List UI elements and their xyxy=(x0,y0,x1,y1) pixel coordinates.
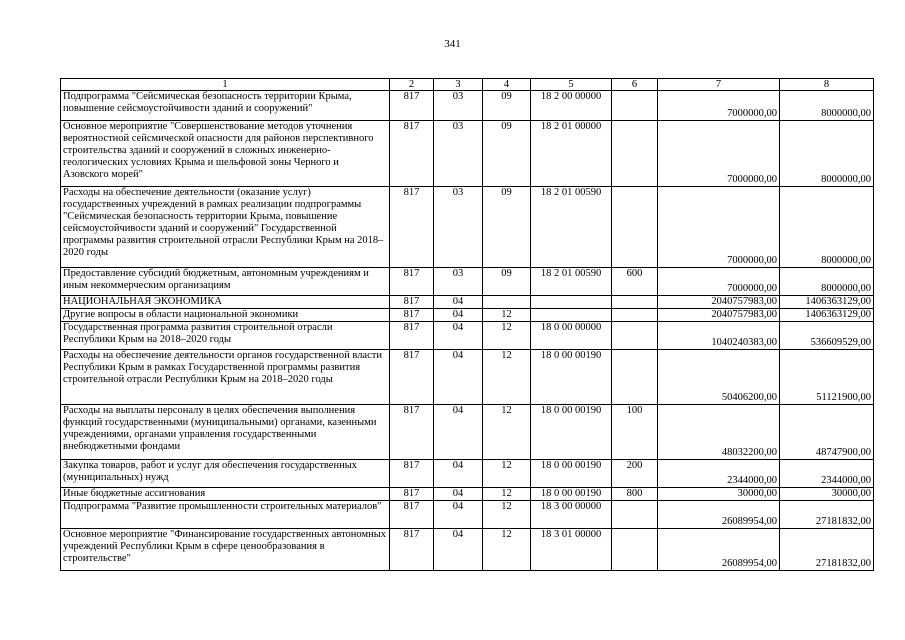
cell-ministry: 817 xyxy=(390,296,434,309)
header-cell: 4 xyxy=(483,79,531,91)
cell-expense-type xyxy=(612,91,658,121)
cell-section: 04 xyxy=(434,501,483,529)
cell-section: 04 xyxy=(434,296,483,309)
cell-target: 18 0 00 00190 xyxy=(531,405,612,460)
cell-subsection: 12 xyxy=(483,350,531,405)
cell-section: 03 xyxy=(434,121,483,187)
cell-section: 04 xyxy=(434,350,483,405)
table-row xyxy=(61,460,874,488)
cell-amount-7: 1040240383,00 xyxy=(658,322,780,350)
table-row xyxy=(61,187,874,268)
header-cell: 3 xyxy=(434,79,483,91)
header-cell: 2 xyxy=(390,79,434,91)
cell-expense-type: 100 xyxy=(612,405,658,460)
cell-target: 18 3 01 00000 xyxy=(531,529,612,571)
row-name: Государственная программа развития строительной отрасли Республики Крым на 2018–2020 годы xyxy=(61,322,390,350)
row-name: Иные бюджетные ассигнования xyxy=(61,488,390,501)
cell-amount-7: 30000,00 xyxy=(658,488,780,501)
cell-section: 04 xyxy=(434,460,483,488)
table-row xyxy=(61,405,874,460)
cell-section: 04 xyxy=(434,488,483,501)
page-number: 341 xyxy=(444,38,461,50)
cell-ministry: 817 xyxy=(390,121,434,187)
cell-amount-8: 48747900,00 xyxy=(780,405,874,460)
cell-ministry: 817 xyxy=(390,488,434,501)
cell-subsection: 12 xyxy=(483,529,531,571)
table-row xyxy=(61,268,874,296)
cell-subsection xyxy=(483,296,531,309)
cell-expense-type: 200 xyxy=(612,460,658,488)
cell-amount-7: 2040757983,00 xyxy=(658,309,780,322)
cell-section: 04 xyxy=(434,309,483,322)
cell-subsection: 09 xyxy=(483,91,531,121)
table-row xyxy=(61,296,874,309)
cell-expense-type xyxy=(612,501,658,529)
cell-amount-8: 8000000,00 xyxy=(780,187,874,268)
cell-subsection: 12 xyxy=(483,488,531,501)
table-row xyxy=(61,309,874,322)
cell-expense-type xyxy=(612,187,658,268)
cell-expense-type xyxy=(612,529,658,571)
cell-amount-8: 30000,00 xyxy=(780,488,874,501)
cell-amount-7: 26089954,00 xyxy=(658,529,780,571)
row-name: Подпрограмма "Сейсмическая безопасность территории Крыма, повышение сейсмоустойчивости зданий и сооружений" xyxy=(61,91,390,121)
cell-target: 18 2 00 00000 xyxy=(531,91,612,121)
header-cell: 7 xyxy=(658,79,780,91)
cell-ministry: 817 xyxy=(390,529,434,571)
cell-amount-8: 27181832,00 xyxy=(780,529,874,571)
cell-target: 18 0 00 00190 xyxy=(531,460,612,488)
cell-target: 18 2 01 00590 xyxy=(531,268,612,296)
cell-ministry: 817 xyxy=(390,350,434,405)
cell-amount-8: 1406363129,00 xyxy=(780,309,874,322)
header-row xyxy=(61,79,874,91)
header-cell: 1 xyxy=(61,79,390,91)
budget-table xyxy=(60,78,874,571)
cell-subsection: 09 xyxy=(483,187,531,268)
cell-amount-8: 8000000,00 xyxy=(780,268,874,296)
header-cell: 8 xyxy=(780,79,874,91)
cell-expense-type xyxy=(612,309,658,322)
row-name: Другие вопросы в области национальной экономики xyxy=(61,309,390,322)
cell-ministry: 817 xyxy=(390,322,434,350)
cell-target: 18 0 00 00000 xyxy=(531,322,612,350)
cell-subsection: 12 xyxy=(483,322,531,350)
cell-expense-type xyxy=(612,350,658,405)
row-name: Расходы на выплаты персоналу в целях обеспечения выполнения функций государственными (муниципальными) органами, казенными учреждениями, органами управления государственными внебюджетными фондами xyxy=(61,405,390,460)
cell-amount-7: 48032200,00 xyxy=(658,405,780,460)
cell-expense-type xyxy=(612,322,658,350)
table-row xyxy=(61,121,874,187)
cell-section: 03 xyxy=(434,91,483,121)
row-name: Основное мероприятие "Совершенствование методов уточнения вероятностной сейсмической опасности для районов перспективного строительства зданий и сооружений в сложных инженерно-геологических условиях Крыма и шельфовой зоны Черного и Азовского морей" xyxy=(61,121,390,187)
cell-target: 18 3 00 00000 xyxy=(531,501,612,529)
cell-ministry: 817 xyxy=(390,309,434,322)
cell-target: 18 0 00 00190 xyxy=(531,350,612,405)
cell-amount-8: 8000000,00 xyxy=(780,121,874,187)
cell-expense-type xyxy=(612,296,658,309)
cell-ministry: 817 xyxy=(390,187,434,268)
cell-section: 03 xyxy=(434,187,483,268)
cell-target: 18 2 01 00590 xyxy=(531,187,612,268)
cell-amount-7: 2344000,00 xyxy=(658,460,780,488)
cell-ministry: 817 xyxy=(390,268,434,296)
row-name: Предоставление субсидий бюджетным, автономным учреждениям и иным некоммерческим организациям xyxy=(61,268,390,296)
table-row xyxy=(61,91,874,121)
table-row xyxy=(61,501,874,529)
cell-subsection: 09 xyxy=(483,121,531,187)
cell-amount-7: 26089954,00 xyxy=(658,501,780,529)
table-row xyxy=(61,488,874,501)
table-row xyxy=(61,350,874,405)
cell-amount-7: 50406200,00 xyxy=(658,350,780,405)
cell-ministry: 817 xyxy=(390,405,434,460)
cell-amount-8: 2344000,00 xyxy=(780,460,874,488)
table-row xyxy=(61,529,874,571)
table-row xyxy=(61,322,874,350)
cell-subsection: 09 xyxy=(483,268,531,296)
cell-amount-7: 7000000,00 xyxy=(658,187,780,268)
cell-section: 04 xyxy=(434,529,483,571)
cell-amount-7: 2040757983,00 xyxy=(658,296,780,309)
header-cell: 5 xyxy=(531,79,612,91)
cell-subsection: 12 xyxy=(483,309,531,322)
cell-amount-7: 7000000,00 xyxy=(658,121,780,187)
row-name: Закупка товаров, работ и услуг для обеспечения государственных (муниципальных) нужд xyxy=(61,460,390,488)
row-name: НАЦИОНАЛЬНАЯ ЭКОНОМИКА xyxy=(61,296,390,309)
row-name: Подпрограмма "Развитие промышленности строительных материалов" xyxy=(61,501,390,529)
cell-ministry: 817 xyxy=(390,91,434,121)
row-name: Расходы на обеспечение деятельности (оказание услуг) государственных учреждений в рамках реализации подпрограммы "Сейсмическая безопасность территории Крыма, повышение сейсмоустойчивости зданий и сооружений" Государственной программы развития строительной отрасли Республики Крым на 2018–2020 годы xyxy=(61,187,390,268)
cell-target: 18 0 00 00190 xyxy=(531,488,612,501)
cell-ministry: 817 xyxy=(390,460,434,488)
header-cell: 6 xyxy=(612,79,658,91)
cell-target: 18 2 01 00000 xyxy=(531,121,612,187)
cell-subsection: 12 xyxy=(483,501,531,529)
cell-subsection: 12 xyxy=(483,460,531,488)
cell-section: 04 xyxy=(434,405,483,460)
cell-amount-7: 7000000,00 xyxy=(658,268,780,296)
cell-expense-type xyxy=(612,121,658,187)
cell-section: 03 xyxy=(434,268,483,296)
cell-amount-8: 27181832,00 xyxy=(780,501,874,529)
cell-section: 04 xyxy=(434,322,483,350)
cell-amount-8: 8000000,00 xyxy=(780,91,874,121)
cell-amount-8: 51121900,00 xyxy=(780,350,874,405)
cell-ministry: 817 xyxy=(390,501,434,529)
cell-expense-type: 800 xyxy=(612,488,658,501)
cell-target xyxy=(531,296,612,309)
row-name: Расходы на обеспечение деятельности органов государственной власти Республики Крым в рамках Государственной программы развития строительной отрасли Республики Крым на 2018–2020 годы xyxy=(61,350,390,405)
row-name: Основное мероприятие "Финансирование государственных автономных учреждений Республики Крым в сфере ценообразования в строительстве" xyxy=(61,529,390,571)
cell-expense-type: 600 xyxy=(612,268,658,296)
cell-amount-8: 1406363129,00 xyxy=(780,296,874,309)
cell-amount-8: 536609529,00 xyxy=(780,322,874,350)
cell-subsection: 12 xyxy=(483,405,531,460)
cell-amount-7: 7000000,00 xyxy=(658,91,780,121)
cell-target xyxy=(531,309,612,322)
